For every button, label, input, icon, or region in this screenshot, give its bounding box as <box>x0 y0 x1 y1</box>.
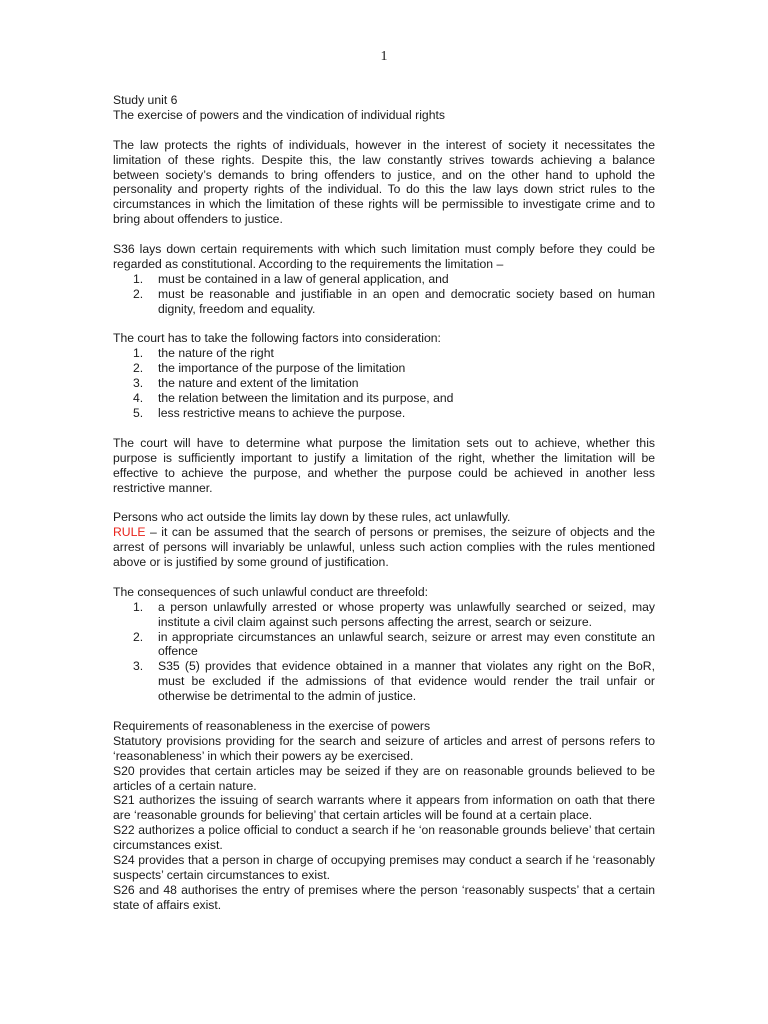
list-item: 2. must be reasonable and justifiable in an open and democratic society based on human dignity, freedom and equality. <box>133 286 655 316</box>
requirements-paragraph: S24 provides that a person in charge of occupying premises may conduct a search if he ‘reasonably suspects’ certain circumstances to exist. <box>113 853 655 883</box>
study-unit-title: The exercise of powers and the vindication of individual rights <box>113 107 445 122</box>
requirements-heading: Requirements of reasonableness in the exercise of powers <box>113 718 431 733</box>
intro-paragraph: The law protects the rights of individuals, however in the interest of society it necessitates the limitation of these rights. Despite this, the law constantly strives towards achieving a balance between society’s demands to bring offenders to justice, and on the other hand to uphold the personality and property rights of the individual. To do this the law lays down strict rules to the circumstances in which the limitation of these rights will be permissible to investigate crime and to bring about offenders to justice. <box>113 137 655 227</box>
requirements-paragraph: S20 provides that certain articles may be seized if they are on reasonable grounds believed to be articles of a certain nature. <box>113 763 655 793</box>
factors-list <box>113 346 655 421</box>
requirements-paragraph: S22 authorizes a police official to conduct a search if he ‘on reasonable grounds believe’ that certain circumstances exist. <box>113 823 655 853</box>
list-item: 3. S35 (5) provides that evidence obtained in a manner that violates any right on the BoR, must be excluded if the admissions of that evidence would render the trail unfair or otherwise be detrimental to the admin of justice. <box>133 659 655 704</box>
list-item: 4. the relation between the limitation and its purpose, and <box>133 391 454 406</box>
consequences-intro: The consequences of such unlawful conduct are threefold: <box>113 584 429 599</box>
consequences-list <box>113 600 655 704</box>
court-purpose-paragraph: The court will have to determine what purpose the limitation sets out to achieve, whether this purpose is sufficiently important to justify a limitation of the right, whether the limitation will be effective to achieve the purpose, and whether the purpose could be achieved in another less restrictive manner. <box>113 435 655 495</box>
list-item: 5. less restrictive means to achieve the purpose. <box>133 405 406 420</box>
s36-paragraph: S36 lays down certain requirements with which such limitation must comply before they could be regarded as constitutional. According to the requirements the limitation – <box>113 242 655 271</box>
factors-intro: The court has to take the following factors into consideration: <box>113 331 441 346</box>
list-item: 1. must be contained in a law of general application, and <box>133 271 449 286</box>
page-number: 1 <box>380 49 388 64</box>
list-item: 3. the nature and extent of the limitation <box>133 376 359 391</box>
requirements-paragraph: S26 and 48 authorises the entry of premises where the person ‘reasonably suspects’ that a certain state of affairs exist. <box>113 882 655 912</box>
list-item: 2. in appropriate circumstances an unlawful search, seizure or arrest may even constitute an offence <box>133 629 655 659</box>
list-item: 1. a person unlawfully arrested or whose property was unlawfully searched or seized, may institute a civil claim against such persons affecting the arrest, search or seizure. <box>133 599 655 629</box>
requirements-paragraph: Statutory provisions providing for the search and seizure of articles and arrest of persons refers to ‘reasonableness’ in which their powers ay be exercised. <box>113 733 655 763</box>
s36-requirements-list <box>113 272 655 317</box>
document-body <box>113 93 655 913</box>
rule-label: RULE <box>113 525 146 540</box>
requirements-paragraph: S21 authorizes the issuing of search warrants where it appears from information on oath that there are ‘reasonable grounds for believing’ that certain articles will be found at a certain place. <box>113 793 655 823</box>
study-unit-label: Study unit 6 <box>113 93 178 107</box>
list-item: 1. the nature of the right <box>133 346 274 361</box>
persons-act-line: Persons who act outside the limits lay down by these rules, act unlawfully. <box>113 510 511 525</box>
list-item: 2. the importance of the purpose of the limitation <box>133 361 406 376</box>
rule-text: – it can be assumed that the search of persons or premises, the seizure of objects and the arrest of persons will invariably be unlawful, unless such action complies with the rules mentioned above or is justified by some ground of justification. <box>113 525 655 570</box>
rule-paragraph <box>113 525 655 570</box>
